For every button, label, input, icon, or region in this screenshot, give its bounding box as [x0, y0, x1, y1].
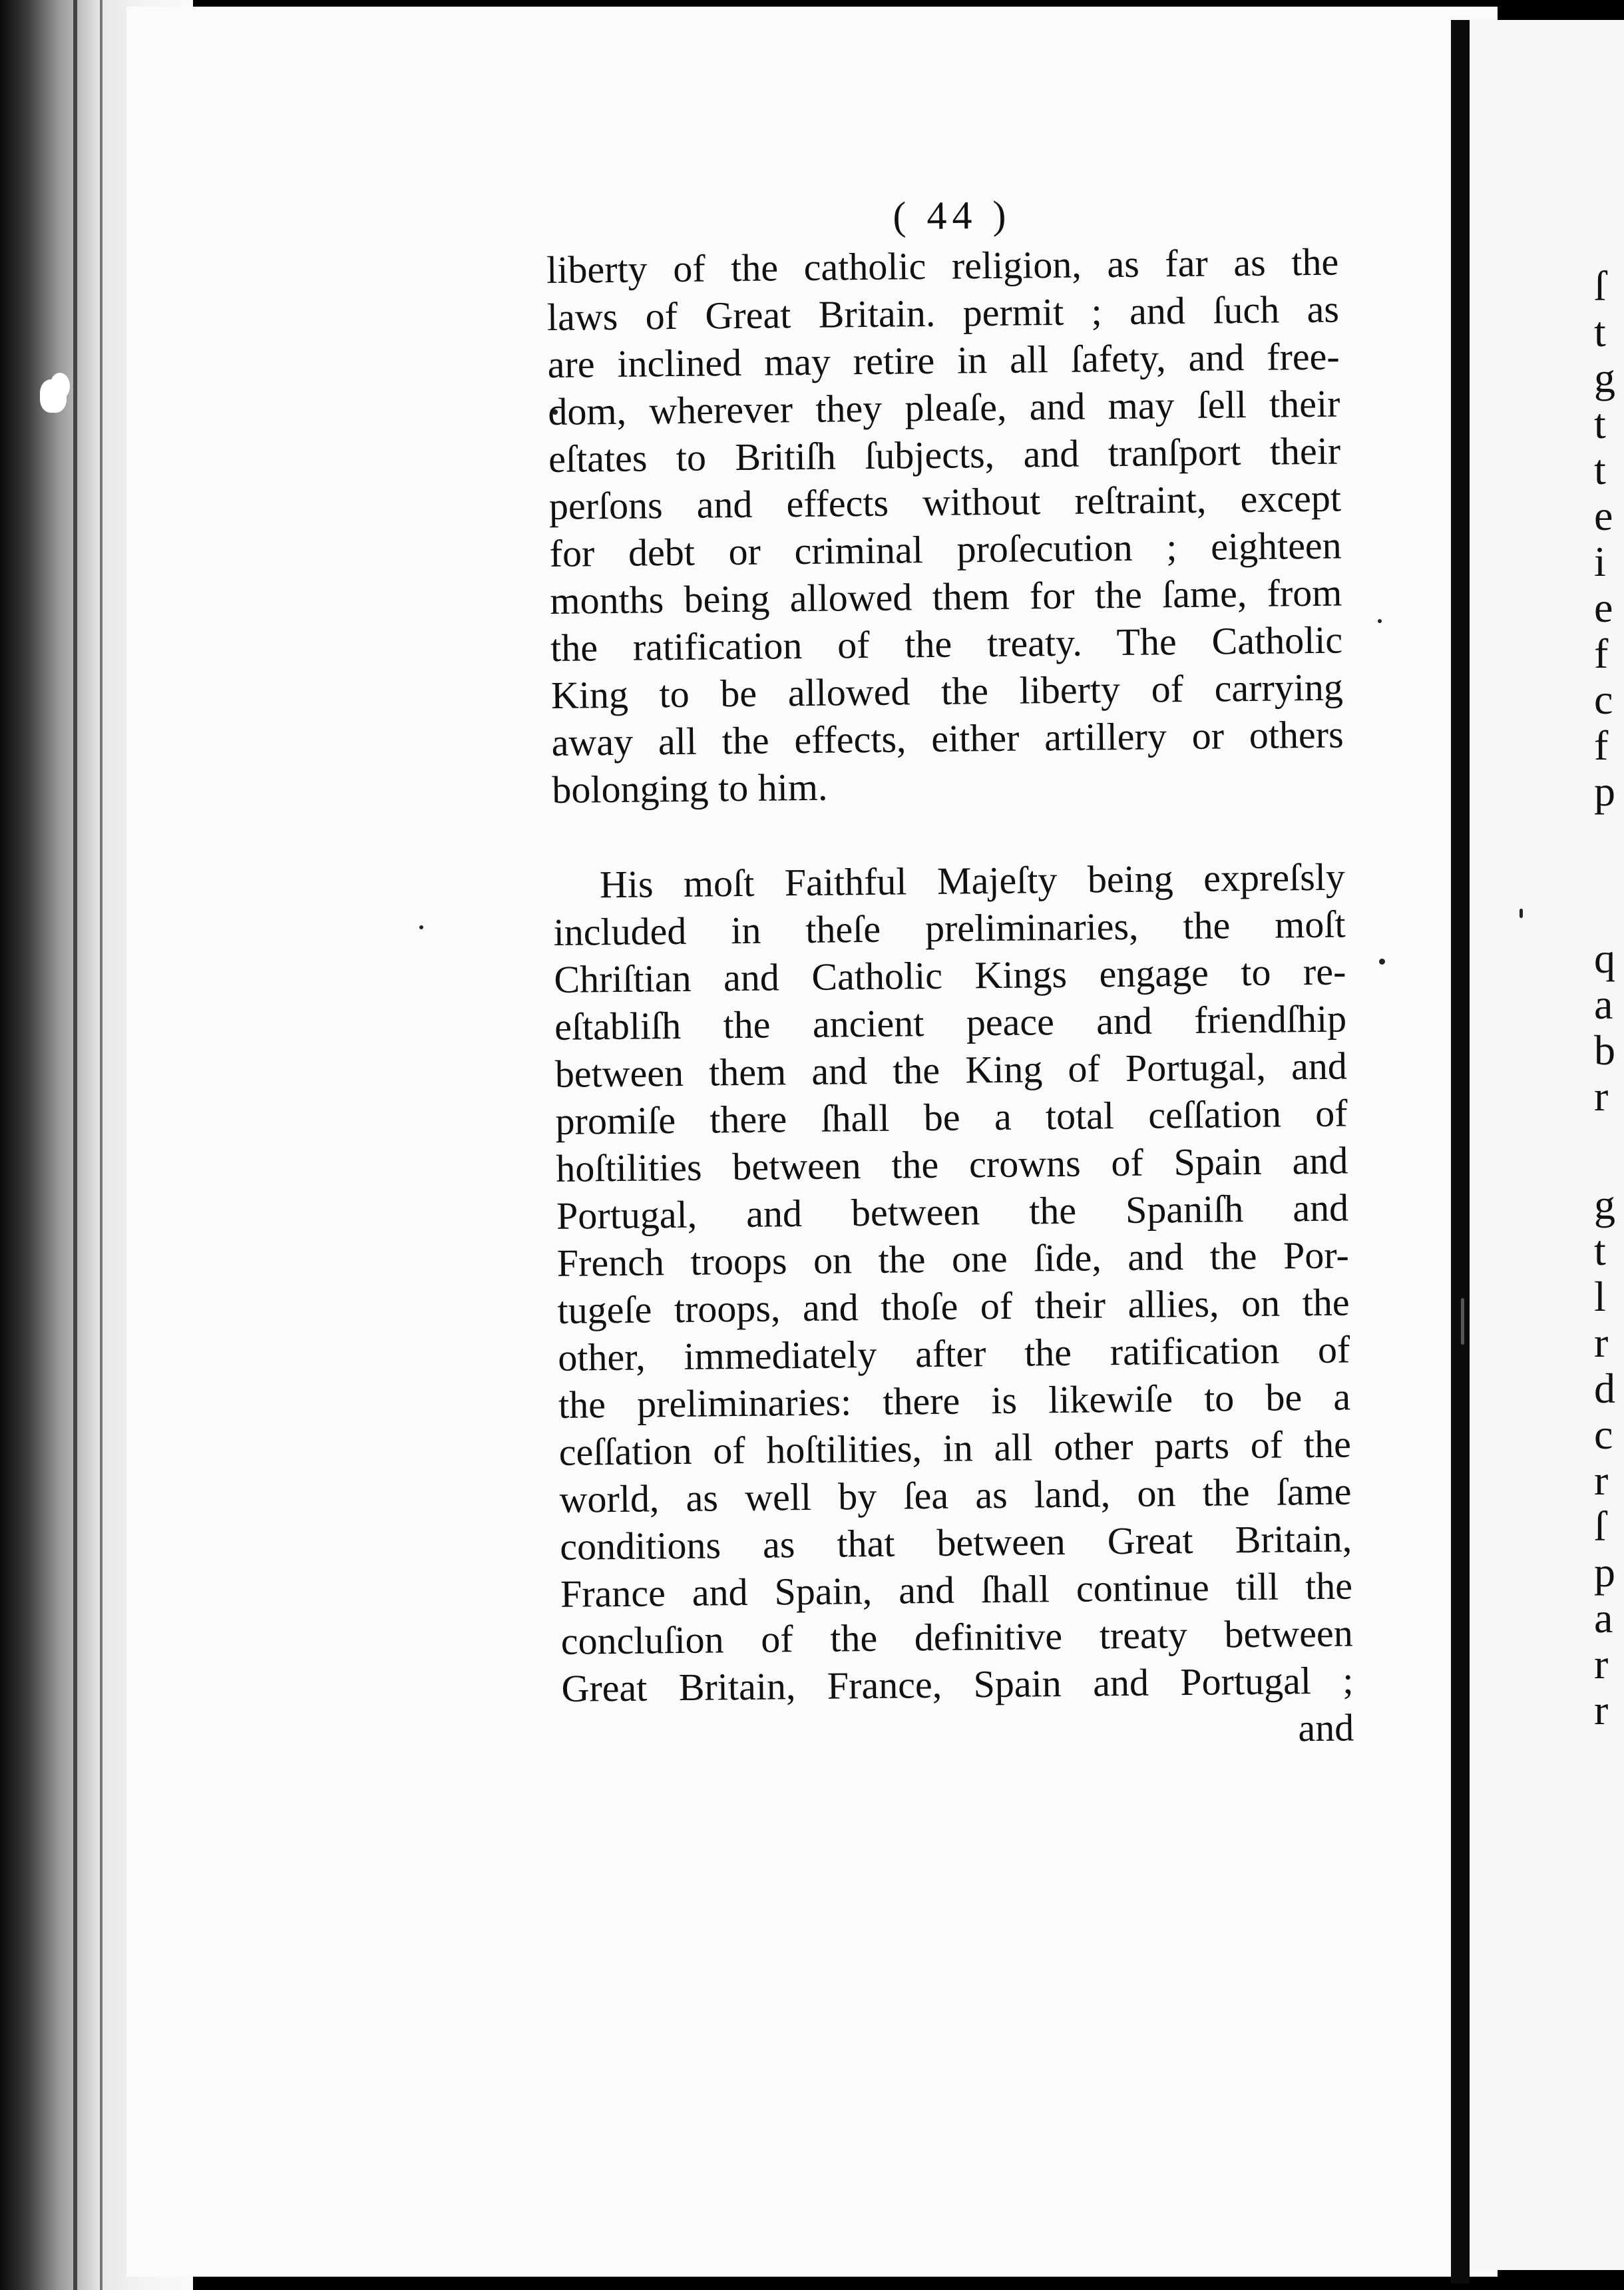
- text-line: eſtates to Britiſh ſubjects, and tranſport their: [548, 429, 1341, 481]
- binding-edge-line: [73, 0, 77, 2290]
- text-line: other, immediately after the ratification of: [557, 1327, 1350, 1379]
- text-line: Portugal, and between the Spaniſh and: [556, 1186, 1349, 1238]
- text-line: King to be allowed the liberty of carrying: [550, 665, 1344, 717]
- ink-speck: [1520, 909, 1523, 918]
- text-line: the ratification of the treaty. The Catholic: [550, 618, 1343, 670]
- text-line: Great Britain, France, Spain and Portugal ;: [561, 1658, 1354, 1710]
- text-line: His moſt Faithful Majeſty being expreſsly: [599, 855, 1346, 907]
- text-line: Chriſtian and Catholic Kings engage to re-: [554, 949, 1346, 1001]
- facing-page-fragments-2: q a b r: [1594, 935, 1615, 1120]
- text-line: tugeſe troops, and thoſe of their allies, on the: [557, 1280, 1350, 1332]
- text-line: promiſe there ſhall be a total ceſſation of: [555, 1091, 1348, 1143]
- text-line: concluſion of the definitive treaty between: [560, 1611, 1354, 1663]
- text-line: bolonging to him.: [552, 765, 828, 811]
- text-line: are inclined may retire in all ſafety, and free-: [547, 334, 1340, 386]
- paper-blemish: [50, 373, 70, 399]
- text-line: eſtabliſh the ancient peace and friendſhip: [554, 997, 1347, 1048]
- text-line: conditions as that between Great Britain,: [559, 1516, 1352, 1568]
- page-number: ( 44 ): [893, 192, 1012, 238]
- text-line: away all the effects, either artillery or others: [551, 712, 1344, 764]
- paragraph-2: [553, 853, 1380, 1712]
- ink-speck: [1378, 619, 1382, 623]
- ink-speck: [419, 925, 423, 929]
- page-fold-shadow: [1451, 20, 1470, 2283]
- text-line: included in theſe preliminaries, the moſt: [553, 902, 1346, 954]
- page-text: [546, 184, 1381, 1759]
- ink-speck: [1379, 959, 1385, 965]
- catchword: and: [1298, 1706, 1354, 1750]
- text-line: perſons and effects without reſtraint, except: [548, 476, 1342, 528]
- paragraph-1: [546, 238, 1371, 813]
- text-line: between them and the King of Portugal, and: [554, 1044, 1348, 1096]
- binding-edge-line: [100, 0, 102, 2290]
- text-line: dom, wherever they pleaſe, and may ſell their: [548, 381, 1340, 433]
- text-line: hoſtilities between the crowns of Spain and: [556, 1138, 1348, 1190]
- facing-page-fragments-1: ſ t g t t e i e f c f p: [1594, 262, 1615, 815]
- text-line: world, as well by ſea as land, on the ſame: [559, 1469, 1352, 1521]
- text-line: laws of Great Britain. permit ; and ſuch as: [546, 287, 1340, 339]
- paragraph-spacing: [552, 805, 1372, 861]
- text-line: French troops on the one ſide, and the Por-: [556, 1233, 1350, 1285]
- text-line: liberty of the catholic religion, as far as the: [546, 240, 1339, 292]
- facing-page-fragments-3: g t l r d c r ſ p a r r: [1594, 1181, 1615, 1733]
- ink-speck: [1461, 1298, 1464, 1345]
- text-line: France and Spain, and ſhall continue till the: [560, 1564, 1353, 1616]
- text-line: ceſſation of hoſtilities, in all other parts of the: [558, 1422, 1352, 1474]
- text-line: months being allowed them for the ſame, from: [550, 571, 1342, 622]
- text-line: for debt or criminal proſecution ; eighteen: [549, 523, 1342, 575]
- text-line: the preliminaries: there is likewiſe to be a: [558, 1375, 1351, 1427]
